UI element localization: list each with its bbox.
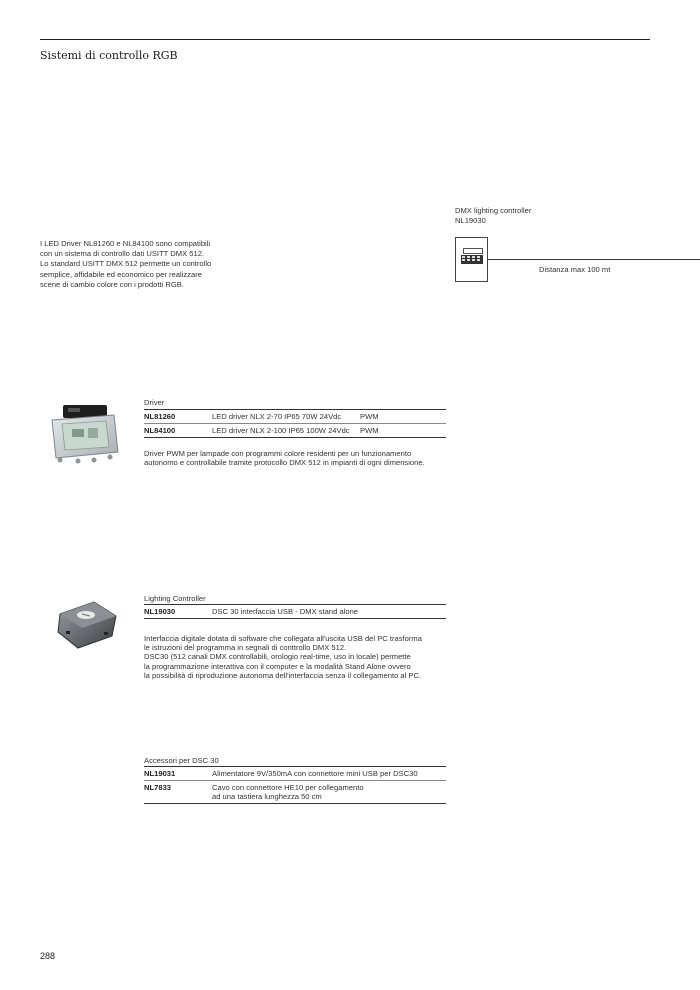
accessory-row-code: NL7833	[144, 783, 172, 792]
intro-text	[40, 239, 240, 290]
driver-section-title: Driver	[144, 398, 165, 407]
driver-row-description: LED driver NLX 2-100 IP65 100W 24Vdc	[212, 426, 350, 435]
controller-section-title: Lighting Controller	[144, 594, 206, 603]
dmx-controller-drawing	[455, 237, 488, 282]
top-rule	[40, 39, 650, 40]
intro-line: I LED Driver NL81260 e NL84100 sono compatibili	[40, 239, 211, 248]
driver-row-divider	[144, 423, 446, 424]
dmx-device-code: NL19030	[455, 216, 486, 225]
controller-row-code: NL19030	[144, 607, 176, 616]
driver-table-bottom-rule	[144, 437, 446, 438]
driver-row-description: LED driver NLX 2-70 IP65 70W 24Vdc	[212, 412, 342, 421]
dmx-cable-line	[488, 259, 700, 260]
controller-text-line: la programmazione interattiva con il computer e la modalità Stand Alone ovvero	[144, 661, 411, 671]
accessory-text-line: Cavo con connettore HE10 per collegamento	[212, 783, 364, 792]
controller-text-line: Interfaccia digitale dotata di software che collegata all'uscita USB del PC trasforma	[144, 634, 422, 643]
controller-text-line: le istruzioni del programma in segnali di conttrollo DMX 512.	[144, 643, 347, 653]
driver-row-type: PWM	[360, 426, 379, 435]
accessory-row-divider	[144, 780, 446, 781]
intro-line: Lo standard USITT DMX 512 permette un controllo	[40, 259, 212, 269]
driver-row-code: NL81260	[144, 412, 176, 421]
intro-line: semplice, affidabile ed economico per realizzare	[40, 269, 202, 279]
distance-label: Distanza max 100 mt	[539, 265, 611, 274]
accessory-text-line: ad una tastiera lunghezza 50 cm	[212, 792, 322, 802]
page-title: Sistemi di controllo RGB	[40, 49, 178, 62]
accessory-row-code: NL19031	[144, 769, 176, 778]
dmx-keypad	[461, 255, 483, 264]
intro-line: con un sistema di controllo dati USITT DMX 512.	[40, 249, 205, 259]
driver-description	[144, 449, 425, 467]
controller-row-description: DSC 30 interfaccia USB - DMX stand alone	[212, 607, 359, 616]
dmx-device-name: DMX lighting controller	[455, 206, 532, 215]
page-number: 288	[40, 951, 56, 961]
accessory-row-description: Alimentatore 9V/350mA con connettore mini USB per DSC30	[212, 769, 418, 778]
driver-text-line: autonomo e controllabile tramite protocollo DMX 512 in impianti di ogni dimensione.	[144, 458, 425, 468]
dsc30-controller-image	[56, 598, 120, 650]
led-driver-image	[48, 402, 122, 468]
accessories-table-bottom-rule	[144, 803, 446, 804]
driver-row-type: PWM	[360, 412, 379, 421]
controller-text-line: la possibilità di riproduzione autonoma dell'interfaccia senza il collegamento al PC.	[144, 670, 422, 680]
controller-table-bottom-rule	[144, 618, 446, 619]
dmx-device-label	[455, 206, 531, 226]
controller-table-top-rule	[144, 604, 446, 605]
driver-row-code: NL84100	[144, 426, 176, 435]
accessories-section-title: Accessori per DSC 30	[144, 756, 219, 765]
driver-text-line: Driver PWM per lampade con programmi colore residenti per un funzionamento	[144, 449, 412, 458]
accessory-row-description	[212, 783, 364, 801]
intro-line: scene di cambio colore con i prodotti RGB.	[40, 279, 184, 289]
accessories-table-top-rule	[144, 766, 446, 767]
dmx-screen	[463, 248, 483, 254]
driver-table-top-rule	[144, 409, 446, 410]
controller-text-line: DSC30 (512 canali DMX controllabili, orologio real-time, uso in locale) permette	[144, 652, 411, 662]
controller-description	[144, 634, 422, 680]
